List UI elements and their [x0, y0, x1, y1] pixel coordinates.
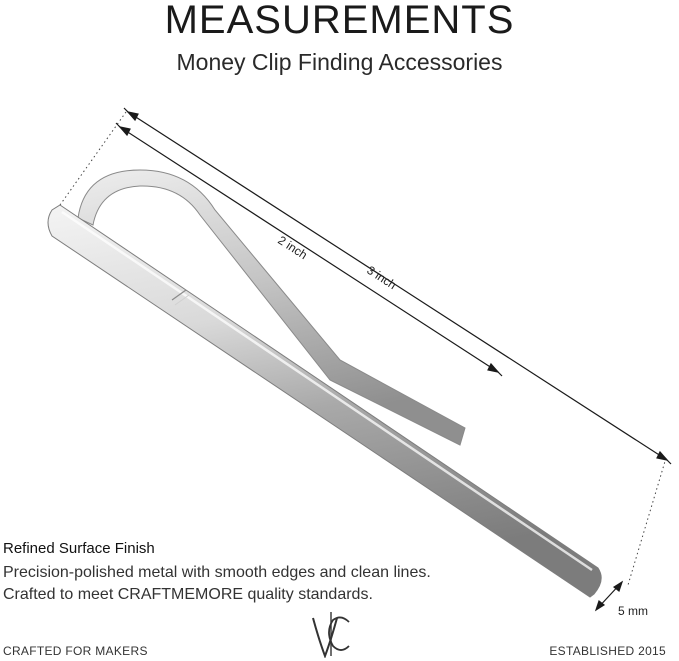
footer-tagline: CRAFTED FOR MAKERS — [3, 644, 148, 658]
finish-description-line-2: Crafted to meet CRAFTMEMORE quality standards. — [3, 586, 373, 603]
page-title: MEASUREMENTS — [164, 0, 515, 42]
clip-rod — [48, 205, 601, 597]
page-subtitle: Money Clip Finding Accessories — [176, 49, 503, 75]
outer-length-label: 3 inch — [364, 263, 399, 293]
diameter-label: 5 mm — [618, 604, 648, 618]
dimension-arrows — [116, 108, 671, 610]
footer-established: ESTABLISHED 2015 — [549, 644, 666, 658]
clip-arm — [78, 170, 465, 445]
inner-length-label: 2 inch — [275, 233, 310, 263]
brand-logo-icon — [305, 610, 357, 658]
finish-description-line-1: Precision-polished metal with smooth edges and clean lines. — [3, 564, 431, 581]
finish-heading: Refined Surface Finish — [3, 540, 155, 557]
